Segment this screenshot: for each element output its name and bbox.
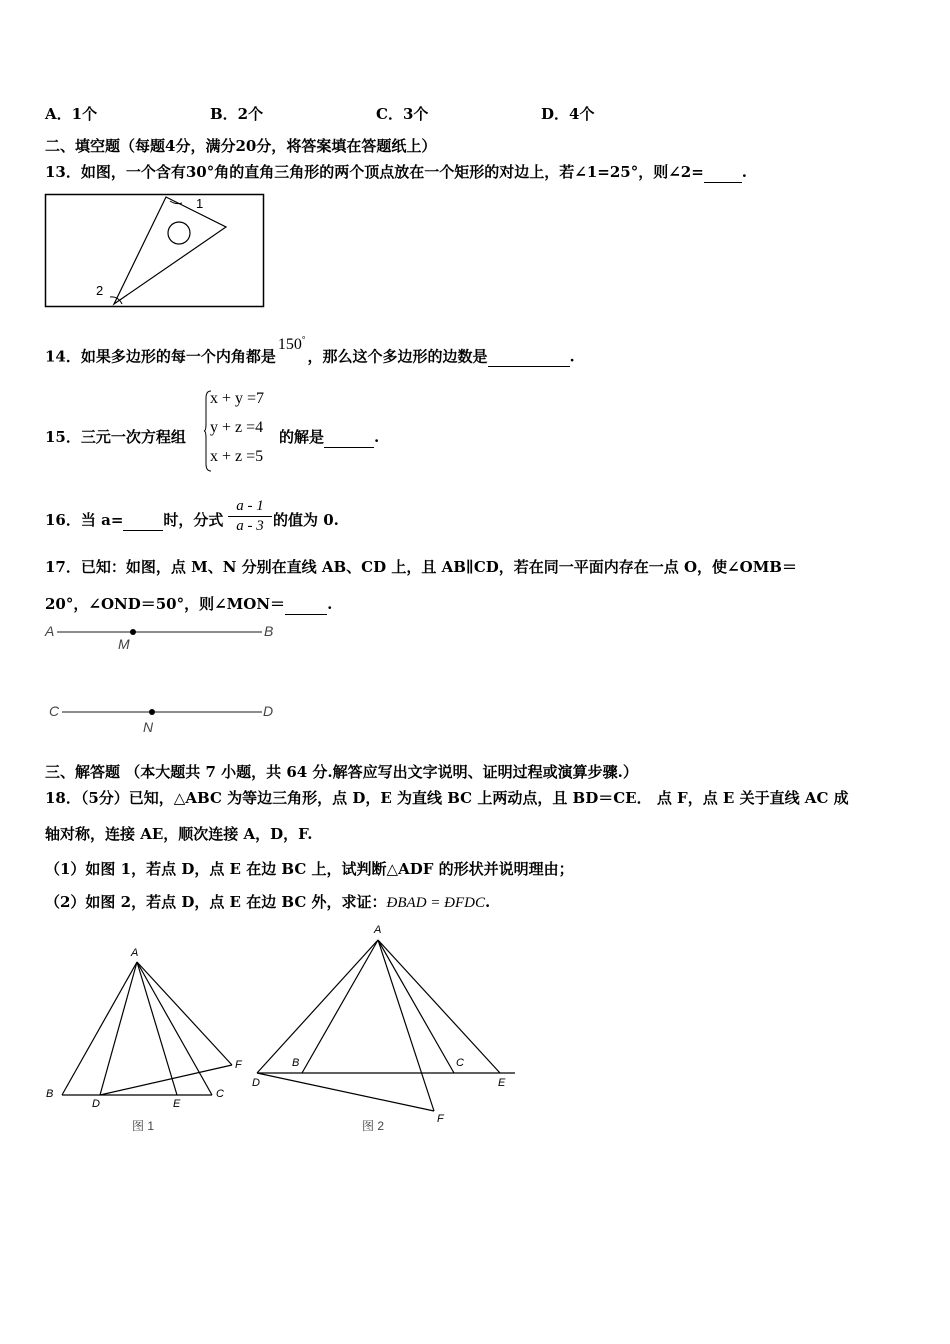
q16-blank (123, 510, 163, 531)
q17-figure (40, 618, 290, 738)
q17-end: . (327, 595, 333, 613)
fig1-label-a: A (131, 947, 139, 959)
point-n (149, 709, 155, 715)
q14-angle-value: 150 (277, 336, 302, 354)
seg-af (137, 962, 232, 1065)
option-b: B．2个 (210, 105, 264, 123)
q15-stem: 15．三元一次方程组 (45, 428, 186, 446)
fig1-label-e: E (173, 1098, 181, 1110)
fig1-label-c: C (216, 1088, 224, 1100)
q18-part2-text: （2）如图 2，若点 D，点 E 在边 BC 外，求证： (45, 893, 387, 911)
q17-line2-text: 20°，∠OND＝50°，则∠MON＝ (45, 595, 286, 613)
q16-numerator: a - 1 (236, 498, 264, 514)
q18-part1: （1）如图 1，若点 D，点 E 在边 BC 上，试判断△ADF 的形状并说明理由； (45, 860, 574, 878)
q17-blank (285, 594, 327, 615)
q13-blank (704, 162, 742, 183)
fig2-label-b: B (292, 1057, 300, 1069)
fig2-label-a: A (374, 924, 382, 936)
q18-figure2 (245, 918, 530, 1140)
q14-blank (488, 346, 570, 367)
fig2-label-c: C (456, 1057, 464, 1069)
q17-line1: 17．已知：如图，点 M、N 分别在直线 AB、CD 上，且 AB∥CD，若在同一平面内存在一点 O，使∠OMB＝ (45, 558, 797, 576)
fig1-label-b: B (46, 1088, 54, 1100)
fig1-caption: 图 1 (132, 1119, 155, 1133)
q18-formula: ÐBAD = ÐFDC (386, 895, 485, 911)
seg-ae (378, 940, 500, 1073)
q17-line2 (45, 594, 332, 615)
fig2-label-e: E (498, 1077, 506, 1089)
fig2-label-d: D (252, 1077, 260, 1089)
q14-angle-degree: ° (301, 335, 306, 345)
q13-text (45, 162, 747, 183)
label-a: A (45, 623, 55, 639)
q14-stem: 14．如果多边形的每一个内角都是 (45, 347, 276, 366)
seg-ab (62, 962, 137, 1095)
seg-ac (137, 962, 212, 1095)
q18-part2-end: . (485, 893, 491, 911)
seg-df (257, 1073, 434, 1111)
q15-blank (324, 427, 374, 448)
seg-ae (137, 962, 177, 1095)
q14-angle (278, 336, 306, 353)
q16-fraction (228, 498, 272, 535)
q15-end: . (374, 428, 380, 446)
q14-end: . (569, 347, 575, 366)
point-m (130, 629, 136, 635)
q16-stem3: 的值为 0. (273, 511, 339, 529)
q15-eq2: y + z =4 (210, 419, 264, 436)
seg-af (378, 940, 434, 1111)
q15-eq1: x + y =7 (210, 390, 265, 407)
fig2-label-f: F (437, 1113, 444, 1125)
seg-ac (378, 940, 454, 1073)
q18-part2 (45, 892, 490, 913)
label-n: N (143, 719, 154, 735)
q15-tail (279, 427, 379, 448)
seg-ab (302, 940, 378, 1073)
q13-stem: 13．如图，一个含有30°角的直角三角形的两个顶点放在一个矩形的对边上，若∠1=25°，则∠2= (45, 163, 704, 181)
option-c: C．3个 (376, 105, 429, 123)
label-d: D (263, 703, 274, 719)
q13-figure (44, 193, 266, 309)
section2-header: 二、填空题（每题4分，满分20分，将答案填在答题纸上） (45, 137, 437, 155)
fig2-caption: 图 2 (362, 1119, 385, 1133)
rectangle (46, 195, 264, 307)
q15-eq3: x + z =5 (210, 448, 264, 465)
triangle (114, 197, 226, 304)
q16-stem: 16．当 a= (45, 511, 124, 529)
q15-system (204, 390, 284, 472)
option-d: D．4个 (541, 105, 595, 123)
seg-ad (257, 940, 378, 1073)
q16-text (45, 510, 223, 531)
q14-stem2: ，那么这个多边形的边数是 (307, 347, 488, 366)
seg-df (100, 1065, 232, 1095)
label-m: M (118, 636, 130, 652)
fig1-label-d: D (92, 1098, 100, 1110)
triangle-hole (168, 222, 190, 244)
option-a: A．1个 (45, 105, 98, 123)
q18-line1: 18．（5分）已知，△ABC 为等边三角形，点 D，E 为直线 BC 上两动点，且 BD＝CE． 点 F，点 E 关于直线 AC 成 (45, 789, 849, 807)
fig1-label-f: F (235, 1059, 242, 1071)
label-b: B (264, 623, 274, 639)
section3-header: 三、解答题 （本大题共 7 小题，共 64 分.解答应写出文字说明、证明过程或演算步骤.） (45, 763, 638, 781)
q16-denominator: a - 3 (236, 518, 264, 534)
angle1-label: 1 (196, 196, 204, 211)
seg-ad (100, 962, 137, 1095)
q16-stem2: 时，分式 (163, 511, 224, 529)
q13-end: . (741, 163, 748, 181)
q14-text (45, 335, 575, 367)
angle2-label: 2 (96, 283, 104, 298)
q18-figure1 (40, 940, 255, 1140)
label-c: C (49, 703, 60, 719)
q15-stem2: 的解是 (279, 428, 325, 446)
q18-line2: 轴对称，连接 AE，顺次连接 A，D，F. (45, 825, 313, 843)
